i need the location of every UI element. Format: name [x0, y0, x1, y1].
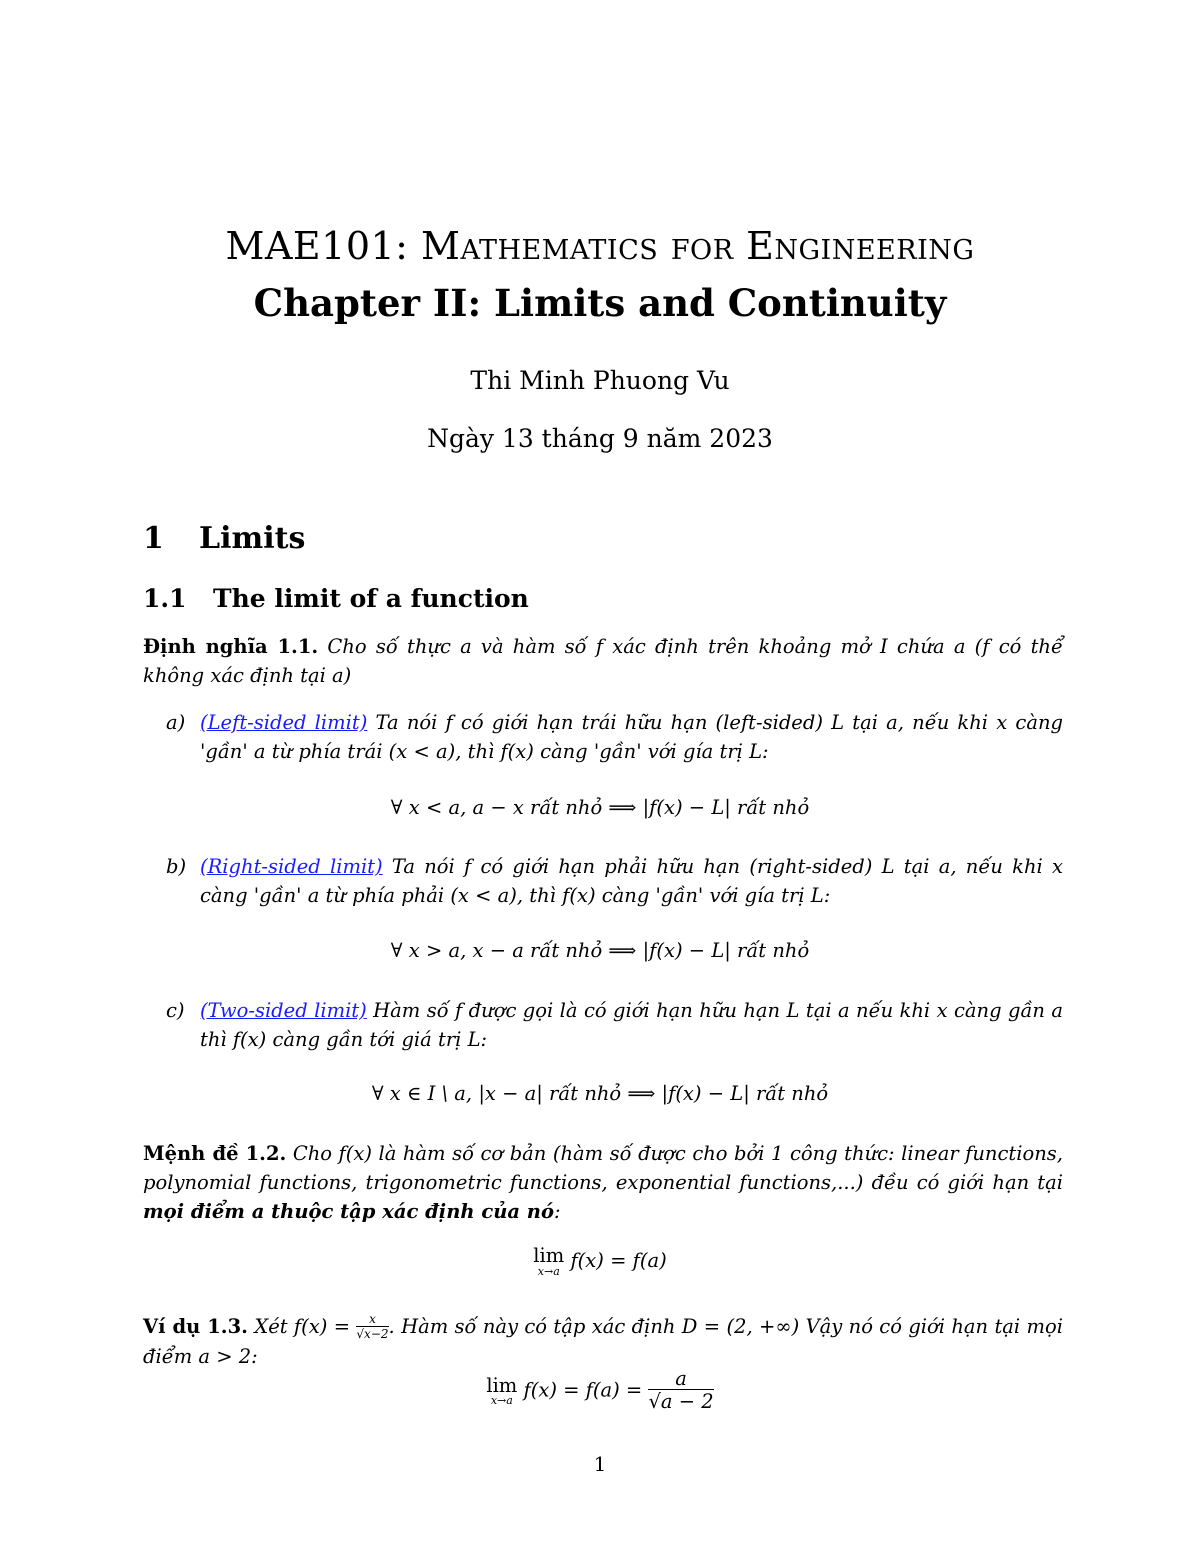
fraction-denominator: √x−2 [356, 1327, 389, 1342]
equation-two-sided: ∀ x ∈ I \ a, |x − a| rất nhỏ ⟹ |f(x) − L| rất nhỏ [371, 1082, 829, 1105]
definition-item-a [166, 708, 1063, 766]
example-text-end: . Hàm số này có tập xác định D = (2, +∞) Vậy nó có giới hạn tại mọi điểm a > 2: [143, 1315, 1063, 1368]
lim-text: lim [533, 1244, 565, 1267]
limit-operator [533, 1246, 564, 1277]
fraction-numerator: a [648, 1368, 713, 1390]
item-label: b) [166, 855, 187, 878]
section-title: Limits [199, 521, 306, 556]
item-label: c) [166, 999, 185, 1022]
definition-paragraph [143, 632, 1063, 690]
fraction-numerator: x [356, 1313, 388, 1327]
left-sided-limit-link[interactable]: (Left-sided limit) [200, 711, 368, 734]
example-paragraph [143, 1312, 1063, 1371]
chapter-title: Chapter II: Limits and Continuity [253, 281, 947, 325]
equation-left-sided: ∀ x < a, a − x rất nhỏ ⟹ |f(x) − L| rất nhỏ [390, 796, 810, 819]
example-label: Ví dụ 1.3. [143, 1315, 248, 1338]
proposition-text: Cho f(x) là hàm số cơ bản (hàm số được cho bởi 1 công thức: linear functions, polynomial functions, trigonometric functions, exponential functions,...) đều có giới hạn tại [143, 1142, 1063, 1194]
item-label: a) [166, 711, 186, 734]
equation-fraction [648, 1368, 713, 1414]
section-number: 1 [143, 521, 164, 556]
item-text: Ta nói f có giới hạn phải hữu hạn (right-sided) L tại a, nếu khi x càng 'gần' a từ phía phải (x < a), thì f(x) càng 'gần' với gía trị L: [200, 855, 1063, 907]
proposition-paragraph [143, 1139, 1063, 1226]
definition-text: Cho số thực a và hàm số f xác định trên khoảng mở I chứa a (f có thể không xác định tại a) [143, 635, 1063, 687]
example-fraction [356, 1313, 388, 1342]
example-text-start: Xét f(x) = [254, 1315, 351, 1338]
definition-item-b [166, 852, 1063, 910]
subsection-heading [143, 584, 529, 613]
proposition-bold-text: mọi điểm a thuộc tập xác định của nó [143, 1200, 554, 1223]
page-number: 1 [593, 1452, 607, 1476]
proposition-end: : [554, 1200, 561, 1223]
limit-operator [486, 1373, 518, 1408]
definition-label: Định nghĩa 1.1. [143, 635, 319, 658]
item-text: Ta nói f có giới hạn trái hữu hạn (left-sided) L tại a, nếu khi x càng 'gần' a từ phía trái (x < a), thì f(x) càng 'gần' với gía trị L: [200, 711, 1063, 763]
equation-right-sided: ∀ x > a, x − a rất nhỏ ⟹ |f(x) − L| rất nhỏ [390, 939, 810, 962]
proposition-equation [0, 1246, 1200, 1277]
equation-rhs: f(x) = f(a) [570, 1248, 667, 1272]
section-heading [143, 521, 305, 556]
subsection-number: 1.1 [143, 584, 187, 613]
date: Ngày 13 tháng 9 năm 2023 [427, 424, 773, 453]
equation-middle: f(x) = f(a) = [523, 1378, 643, 1402]
lim-text: lim [486, 1373, 518, 1397]
example-equation [0, 1368, 1200, 1414]
author: Thi Minh Phuong Vu [470, 366, 730, 395]
lim-subscript: x→a [537, 1264, 560, 1278]
definition-item-c [166, 996, 1064, 1054]
right-sided-limit-link[interactable]: (Right-sided limit) [200, 855, 383, 878]
two-sided-limit-link[interactable]: (Two-sided limit) [200, 999, 367, 1022]
item-text: Hàm số f được gọi là có giới hạn hữu hạn L tại a nếu khi x càng gần a thì f(x) càng gần tới giá trị L: [200, 999, 1064, 1051]
lim-subscript: x→a [490, 1394, 513, 1408]
fraction-denominator: √a − 2 [648, 1390, 714, 1414]
proposition-label: Mệnh đề 1.2. [143, 1142, 287, 1165]
subsection-title: The limit of a function [213, 584, 529, 613]
document-title: MAE101: Mathematics for Engineering [225, 224, 975, 268]
